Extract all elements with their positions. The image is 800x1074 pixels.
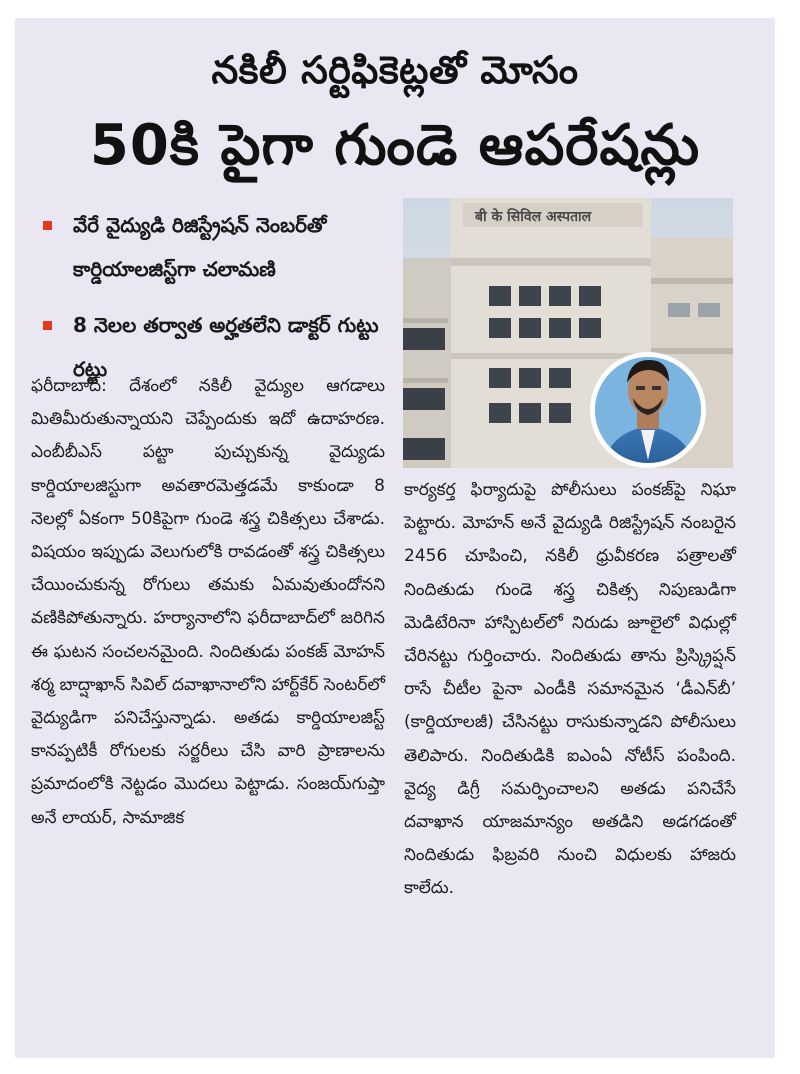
news-clipping <box>15 18 775 1058</box>
bullet-square-icon <box>43 321 52 330</box>
bullet-text: 8 నెలల తర్వాత అర్హతలేని డాక్టర్ గుట్టు రట్టు <box>73 313 379 381</box>
headline-kicker: నకిలీ సర్టిఫికెట్లతో మోసం <box>211 48 579 92</box>
building-sign: बी के सिविल अस्पताल <box>475 209 592 225</box>
hospital-photo <box>403 198 733 468</box>
article-column-left: ఫరీదాబాద్: దేశంలో నకిలీ వైద్యుల ఆగడాలు మితిమీరుతున్నాయని చెప్పేందుకు ఇదో ఉదాహరణ. ఎంబీబీఎస్ పట్టా పుచ్చుకున్న వైద్యుడు కార్డియాలజిస్టుగా అవతారమెత్తడమే కాకుండా 8 నెలల్లో ఏకంగా 50కిపైగా గుండె శస్త్ర చికిత్సలు చేశాడు. విషయం ఇప్పుడు వెలుగులోకి రావడంతో శస్త్ర చికిత్సలు చేయించుకున్న రోగులు తమకు ఏమవుతుందోనని వణికిపోతున్నారు. హర్యానాలోని ఫరీదాబాద్‌లో జరిగిన ఈ ఘటన సంచలనమైంది. నిందితుడు పంకజ్ మోహన్ శర్మ బాద్షాఖాన్ సివిల్ దవాఖానాలోని హార్ట్‌కేర్ సెంటర్‌లో వైద్యుడిగా పనిచేస్తున్నాడు. అతడు కార్డియాలజిస్ట్ కానప్పటికీ రోగులకు సర్జరీలు చేసి వారి ప్రాణాలను ప్రమాదంలోకి నెట్టడం మొదలు పెట్టాడు. సంజయ్‌గుప్తా అనే లాయర్, సామాజిక <box>31 376 385 828</box>
hospital-building-image <box>403 198 733 468</box>
headline-main: 50కి పైగా గుండె ఆపరేషన్లు <box>89 113 701 178</box>
bullet-square-icon <box>43 221 52 230</box>
bullet-text: వేరే వైద్యుడి రిజిస్ట్రేషన్ నెంబర్‌తో కార్డియాలజిస్ట్‌గా చలామణి <box>73 213 327 281</box>
bullet-item <box>41 203 401 291</box>
article-column-right: కార్యకర్త ఫిర్యాదుపై పోలీసులు పంకజ్‌పై నిఘా పెట్టారు. మోహన్ అనే వైద్యుడి రిజిస్ట్రేషన్ నంబరైన 2456 చూపించి, నకిలీ ధ్రువీకరణ పత్రాలతో నిందితుడు గుండె శస్త్ర చికిత్స నిపుణుడిగా మెడిటేరినా హాస్పిటల్‌లో నిరుడు జూలైలో విధుల్లో చేరినట్టు గుర్తించారు. నిందితుడు తాను ప్రిస్క్రిప్షన్ రాసే చీటీల పైనా ఎండీకి సమానమైన ‘డీఎన్‌బీ’ (కార్డియాలజీ) చేసినట్టు రాసుకున్నాడని పోలీసులు తెలిపారు. నిందితుడికి ఐఎంఏ నోటీస్ పంపింది. వైద్య డిగ్రీ సమర్పించాలని అతడు పనిచేసే దవాఖాన యాజమాన్యం అతడిని అడగడంతో నిందితుడు ఫిబ్రవరి నుంచి విధులకు హాజరు కాలేదు. <box>404 480 736 899</box>
